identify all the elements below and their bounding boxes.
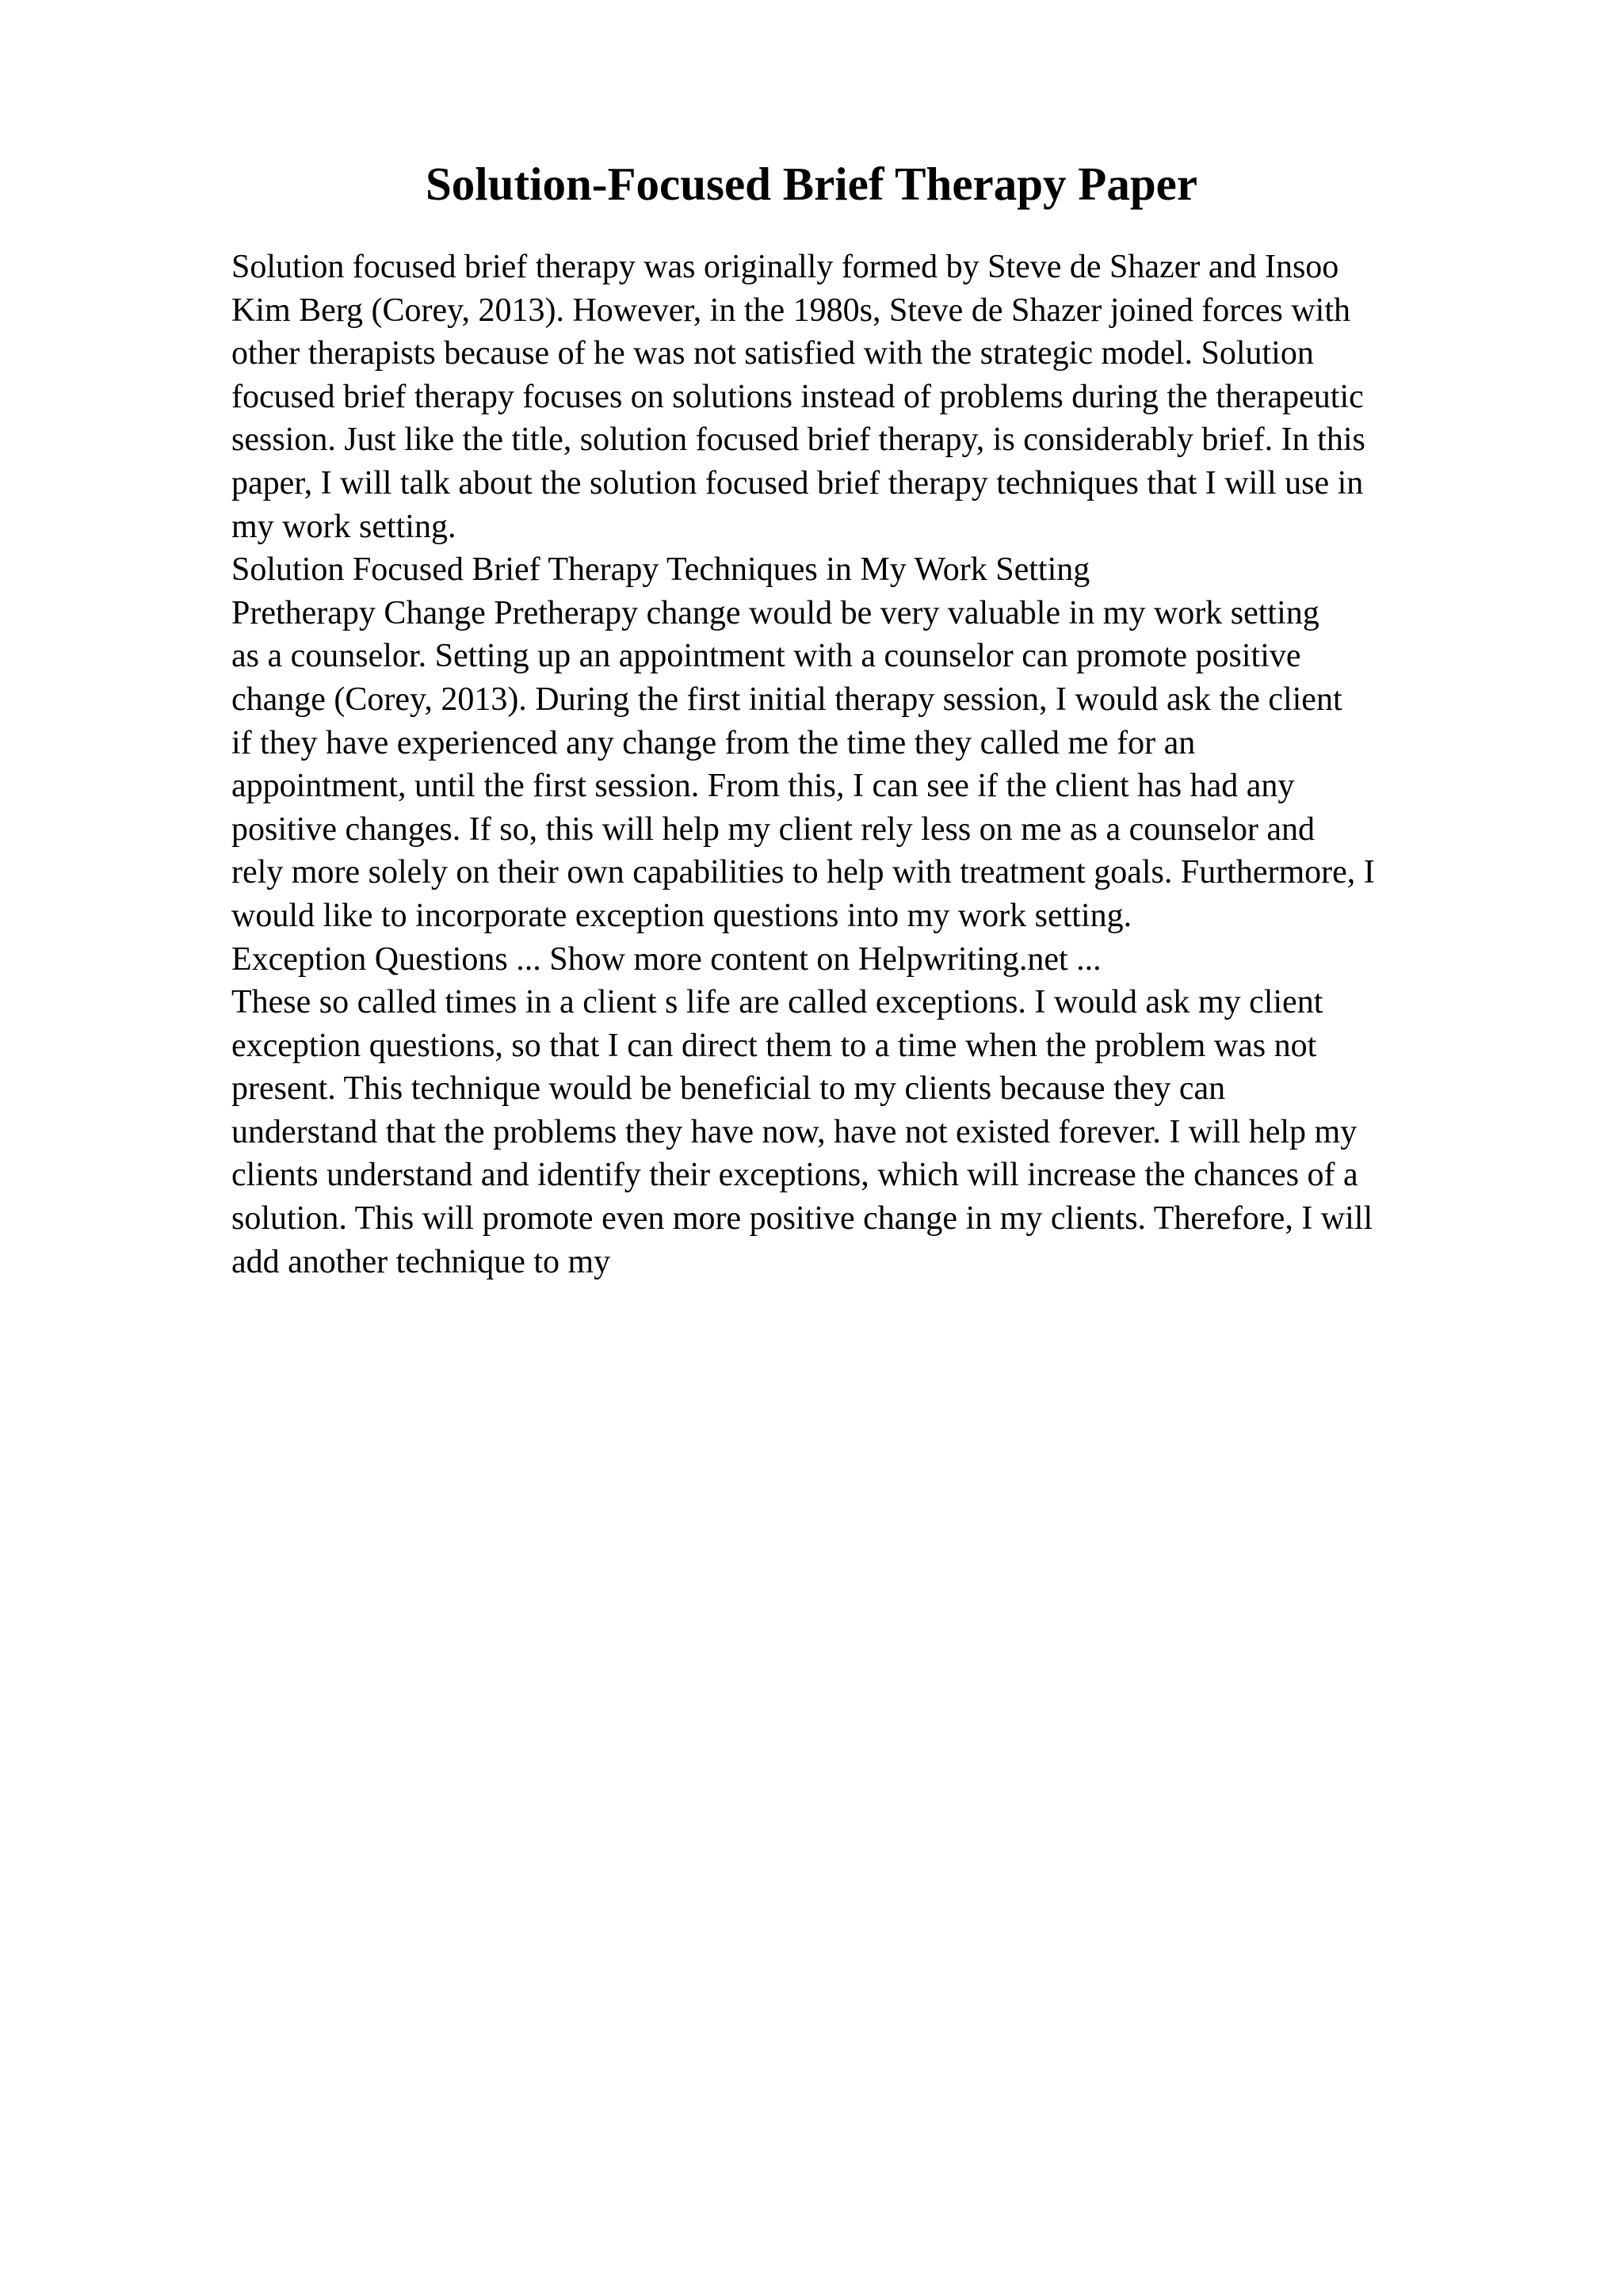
body-line: as a counselor. Setting up an appointment with a counselor can promote positive bbox=[231, 638, 1301, 675]
more-content-notice: Exception Questions ... Show more content on Helpwriting.net ... bbox=[231, 940, 1102, 978]
body-line: add another technique to my bbox=[231, 1243, 611, 1280]
body-line: appointment, until the first session. From this, I can see if the client has had any bbox=[231, 768, 1295, 805]
body-line: clients understand and identify their exceptions, which will increase the chances of a bbox=[231, 1157, 1358, 1194]
body-line: These so called times in a client s life are called exceptions. I would ask my client bbox=[231, 984, 1323, 1021]
body-line: rely more solely on their own capabilities to help with treatment goals. Furthermore, I bbox=[231, 854, 1375, 891]
body-line: my work setting. bbox=[231, 508, 456, 545]
body-line: other therapists because of he was not satisfied with the strategic model. Solution bbox=[231, 335, 1314, 372]
body-line: Kim Berg (Corey, 2013). However, in the 1980s, Steve de Shazer joined forces with bbox=[231, 292, 1350, 329]
body-line: present. This technique would be beneficial to my clients because they can bbox=[231, 1070, 1226, 1108]
body-line: Pretherapy Change Pretherapy change would be very valuable in my work setting bbox=[231, 594, 1319, 631]
body-line: solution. This will promote even more positive change in my clients. Therefore, I will bbox=[231, 1200, 1373, 1238]
body-line: focused brief therapy focuses on solutions instead of problems during the therapeutic bbox=[231, 378, 1364, 415]
body-line: would like to incorporate exception questions into my work setting. bbox=[231, 897, 1132, 934]
body-line: exception questions, so that I can direct them to a time when the problem was not bbox=[231, 1027, 1317, 1064]
body-line: change (Corey, 2013). During the first initial therapy session, I would ask the client bbox=[231, 681, 1342, 718]
document-title: Solution-Focused Brief Therapy Paper bbox=[425, 158, 1198, 210]
section-heading: Solution Focused Brief Therapy Techniques in My Work Setting bbox=[231, 551, 1090, 589]
body-line: if they have experienced any change from the time they called me for an bbox=[231, 724, 1196, 761]
document-body bbox=[231, 246, 1515, 1283]
body-line: understand that the problems they have now, have not existed forever. I will help my bbox=[231, 1113, 1358, 1150]
body-line: positive changes. If so, this will help my client rely less on me as a counselor and bbox=[231, 810, 1316, 848]
body-line: Solution focused brief therapy was originally formed by Steve de Shazer and Insoo bbox=[231, 249, 1339, 285]
body-line: paper, I will talk about the solution focused brief therapy techniques that I will use in bbox=[231, 464, 1364, 502]
body-line: session. Just like the title, solution focused brief therapy, is considerably brief. In this bbox=[231, 421, 1365, 459]
